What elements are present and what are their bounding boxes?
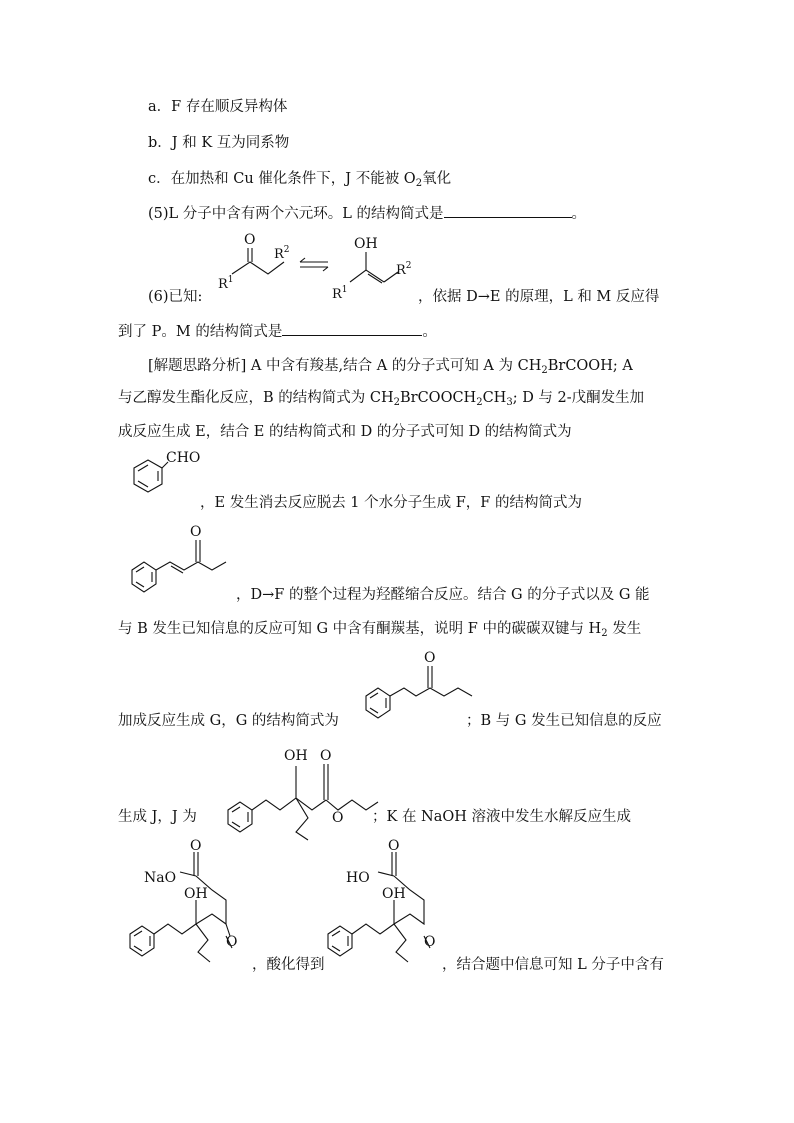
- structure-k-acid: [316, 840, 456, 970]
- answer-blank-5[interactable]: [444, 203, 572, 218]
- svg-text:HO: HO: [346, 870, 370, 886]
- svg-text:O: O: [244, 232, 256, 248]
- svg-text:CHO: CHO: [166, 450, 201, 466]
- svg-text:OH: OH: [184, 886, 208, 902]
- question-6-suffix: ，依据 D→E 的原理，L 和 M 反应得: [418, 289, 660, 305]
- analysis-line-4: ，E 发生消去反应脱去 1 个水分子生成 F，F 的结构简式为: [200, 495, 582, 511]
- svg-text:OH: OH: [354, 236, 378, 252]
- analysis-line-8a: 生成 J，J 为: [118, 809, 197, 825]
- option-b: b．J 和 K 互为同系物: [148, 135, 290, 151]
- svg-text:O: O: [424, 650, 436, 666]
- analysis-line-1: [解题思路分析] A 中含有羧基,结合 A 的分子式可知 A 为 $CH_2BrCOOH$; A: [148, 358, 633, 376]
- analysis-tag: [解题思路分析]: [148, 358, 247, 374]
- analysis-line-6: 与 B 发生已知信息的反应可知 G 中含有酮羰基，说明 F 中的碳碳双键与 $H_2$ 发生: [118, 621, 642, 639]
- svg-text:R1: $R^1$: [332, 285, 348, 302]
- analysis-line-3: 成反应生成 E，结合 E 的结构简式和 D 的分子式可知 D 的结构简式为: [118, 424, 572, 440]
- svg-text:O: O: [388, 838, 400, 854]
- svg-text:O: O: [190, 524, 202, 540]
- analysis-line-7a: 加成反应生成 G，G 的结构简式为: [118, 713, 339, 729]
- svg-text:OH: OH: [284, 748, 308, 764]
- analysis-line-9a: ，酸化得到: [252, 957, 325, 973]
- analysis-line-2: 与乙醇发生酯化反应，B 的结构简式为 $CH_2BrCOOCH_2CH_3$; D 与 2-戊酮发生加: [118, 390, 645, 408]
- question-6-line2: 到了 P。M 的结构简式是 。: [118, 321, 437, 342]
- question-6-prefix: (6)已知:: [148, 289, 203, 305]
- analysis-line-9b: ，结合题中信息可知 L 分子中含有: [442, 957, 664, 973]
- option-a: a．F 存在顺反异构体: [148, 99, 288, 115]
- keto-enol-equilibrium: [210, 226, 430, 306]
- svg-text:O: O: [190, 838, 202, 854]
- structure-f: [118, 522, 248, 592]
- svg-text:NaO: NaO: [144, 870, 177, 886]
- svg-text:O: O: [332, 810, 344, 826]
- option-c: c．在加热和 Cu 催化条件下，J 不能被 $O_2$氧化: [148, 171, 452, 189]
- structure-k-sodium-salt: [118, 840, 258, 970]
- svg-text:R2: $R^2$: [396, 261, 412, 278]
- analysis-line-7b: ；B 与 G 发生已知信息的反应: [466, 713, 662, 729]
- answer-blank-6[interactable]: [282, 321, 422, 336]
- svg-text:O: O: [226, 934, 238, 950]
- structure-j: [216, 740, 376, 840]
- question-5: (5)L 分子中含有两个六元环。L 的结构简式是 。: [148, 203, 586, 224]
- svg-text:R1: $R^1$: [218, 275, 234, 292]
- analysis-line-8b: ；K 在 NaOH 溶液中发生水解反应生成: [372, 809, 632, 825]
- svg-text:O: O: [320, 748, 332, 764]
- svg-text:O: O: [424, 934, 436, 950]
- analysis-line-5: ，D→F 的整个过程为羟醛缩合反应。结合 G 的分子式以及 G 能: [236, 587, 650, 603]
- svg-text:R2: $R^2$: [274, 245, 290, 262]
- structure-g: [354, 644, 484, 724]
- svg-text:OH: OH: [382, 886, 406, 902]
